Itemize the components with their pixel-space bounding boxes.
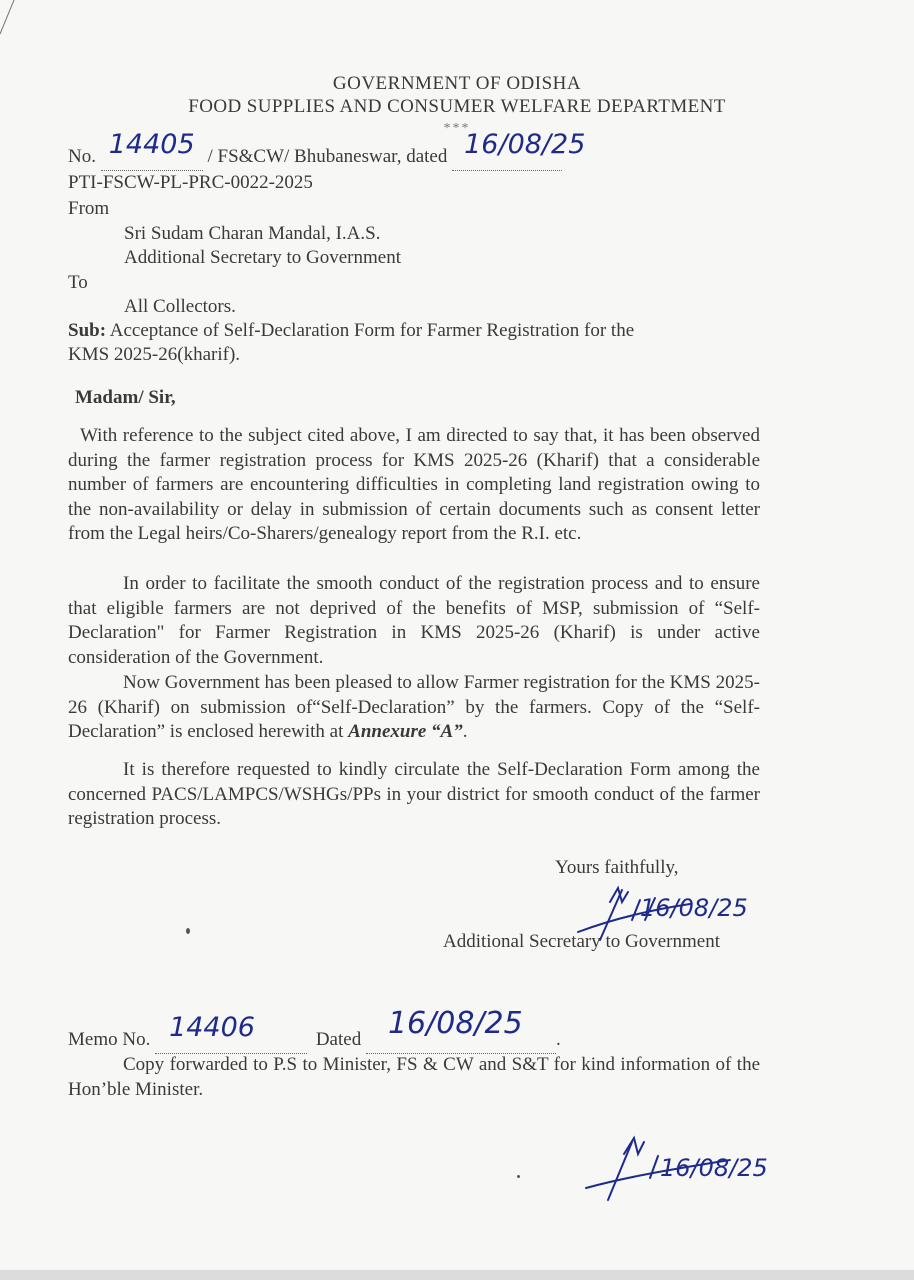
memo-date-blank: [366, 1006, 556, 1054]
memo-line: [68, 1006, 561, 1054]
memo-date-handwritten: 16/08/25: [387, 1006, 523, 1041]
sender-designation: Additional Secretary to Government: [124, 247, 402, 268]
memo-trailing: .: [555, 1029, 561, 1050]
signature-2-date: 16/08/25: [660, 1154, 768, 1182]
to-label: To: [68, 272, 88, 293]
subject-line-2: KMS 2025-26(kharif).: [68, 344, 241, 365]
scan-bottom-edge: [0, 1270, 914, 1280]
reference-date-blank: [452, 129, 586, 171]
memo-dated-label: Dated: [315, 1029, 362, 1050]
reference-line: [68, 129, 586, 171]
annexure-reference: Annexure “A”: [348, 721, 463, 742]
body-paragraph-1: With reference to the subject cited above, I am directed to say that, it has been observed during the farmer registration process for KMS 2025-26 (Kharif) that a considerable number of farmers are encountering difficulties in completing land registration owing to the non-availability or delay in submission of certain documents such as consent letter from the Legal heirs/Co-Sharers/genealogy report from the R.I. etc.: [68, 425, 760, 544]
government-heading: GOVERNMENT OF ODISHA: [332, 73, 582, 94]
body-paragraph-4: It is therefore requested to kindly circulate the Self-Declaration Form among the concerned PACS/LAMPCS/WSHGs/PPs in your district for smooth conduct of the farmer registration process.: [68, 759, 760, 829]
body-paragraph-3: [68, 671, 760, 745]
signatory-designation: Additional Secretary to Government: [443, 931, 721, 952]
memo-copy-paragraph: Copy forwarded to P.S to Minister, FS & CW and S&T for kind information of the Hon’ble Minister.: [68, 1054, 760, 1100]
reference-no-label: No.: [68, 146, 96, 167]
reference-office-text: / FS&CW/ Bhubaneswar, dated: [207, 146, 448, 167]
para3-end: .: [462, 721, 468, 742]
reference-date-handwritten: 16/08/25: [464, 129, 586, 160]
body-paragraph-2: In order to facilitate the smooth conduct of the registration process and to ensure that eligible farmers are not deprived of the benefits of MSP, submission of “Self-Declaration" for Farmer Registration in KMS 2025-26 (Kharif) is under active consideration of the Government.: [68, 573, 760, 668]
file-code: PTI-FSCW-PL-PRC-0022-2025: [68, 172, 313, 193]
yours-faithfully: Yours faithfully,: [555, 857, 679, 878]
department-heading: FOOD SUPPLIES AND CONSUMER WELFARE DEPARTMENT: [188, 96, 726, 117]
signature-1-date: 16/08/25: [640, 894, 748, 922]
from-label: From: [68, 198, 110, 219]
reference-number-blank: [101, 129, 203, 171]
subject-label: Sub:: [68, 320, 107, 341]
reference-number-handwritten: 14405: [108, 129, 195, 160]
heading-separator: ***: [443, 121, 471, 136]
subject-text-1: Acceptance of Self-Declaration Form for Farmer Registration for the: [109, 320, 635, 341]
subject-line-1: [68, 319, 634, 344]
para3-text: Now Government has been pleased to allow Farmer registration for the KMS 2025-26 (Kharif) on submission of“Self-Declaration” by the farmers. Copy of the “Self-Declaration” is enclosed herewith at: [68, 672, 760, 742]
paper-speck: [186, 928, 190, 934]
recipient: All Collectors.: [124, 296, 236, 317]
sender-name: Sri Sudam Charan Mandal, I.A.S.: [124, 223, 381, 244]
memo-number-blank: [155, 1012, 307, 1054]
memo-number-handwritten: 14406: [169, 1012, 255, 1043]
paper-speck: [517, 1175, 520, 1178]
salutation: Madam/ Sir,: [75, 387, 176, 408]
corner-fold-mark: [0, 0, 40, 40]
memo-label: Memo No.: [68, 1029, 151, 1050]
